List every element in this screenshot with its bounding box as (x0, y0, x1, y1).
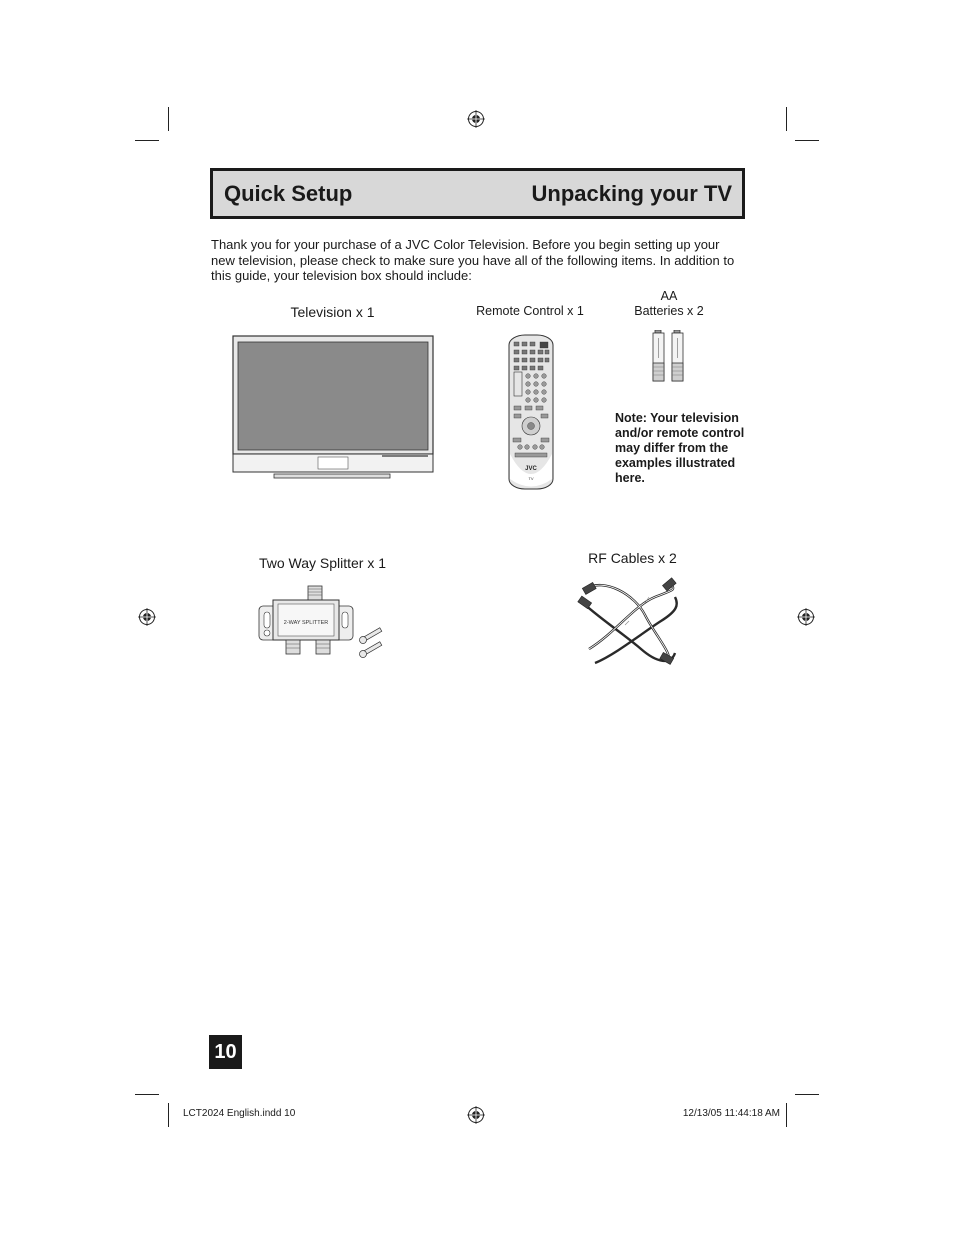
crop-mark (135, 1094, 159, 1095)
section-header (210, 168, 745, 219)
registration-mark-icon (797, 608, 815, 626)
section-title: Quick Setup (224, 181, 353, 206)
rf-cables-caption: RF Cables x 2 (588, 550, 677, 566)
splitter-illustration (256, 584, 386, 660)
crop-mark (795, 1094, 819, 1095)
remote-mode-label: TV (528, 476, 534, 481)
remote-caption: Remote Control x 1 (476, 304, 584, 318)
registration-mark-icon (138, 608, 156, 626)
page-title: Unpacking your TV (531, 181, 732, 206)
rf-cables-illustration (575, 575, 680, 667)
splitter-caption: Two Way Splitter x 1 (258, 555, 387, 571)
registration-mark-icon (467, 110, 485, 128)
note-text: Note: Your television and/or remote control may differ from the examples illustrated here. (615, 411, 745, 485)
crop-mark (795, 140, 819, 141)
television-illustration (232, 335, 434, 481)
crop-mark (135, 140, 159, 141)
remote-control-illustration (508, 334, 554, 490)
crop-mark (786, 107, 787, 131)
batteries-caption-line2: Batteries x 2 (634, 304, 704, 318)
crop-mark (168, 107, 169, 131)
registration-mark-icon (467, 1106, 485, 1124)
splitter-label: 2-WAY SPLITTER (283, 620, 329, 626)
footer-file-name: LCT2024 English.indd 10 (183, 1108, 296, 1119)
footer-timestamp: 12/13/05 11:44:18 AM (682, 1108, 780, 1119)
television-caption: Television x 1 (290, 304, 375, 320)
intro-paragraph: Thank you for your purchase of a JVC Color Television. Before you begin setting up your new television, please check to make sure you have all of the following items. In addition to this guide, your television box should include: (211, 237, 735, 283)
batteries-caption-line1: AA (660, 289, 678, 303)
page-number: 10 (209, 1035, 242, 1069)
crop-mark (786, 1103, 787, 1127)
batteries-illustration (651, 330, 687, 382)
remote-brand-label: JVC (525, 466, 537, 472)
crop-mark (168, 1103, 169, 1127)
